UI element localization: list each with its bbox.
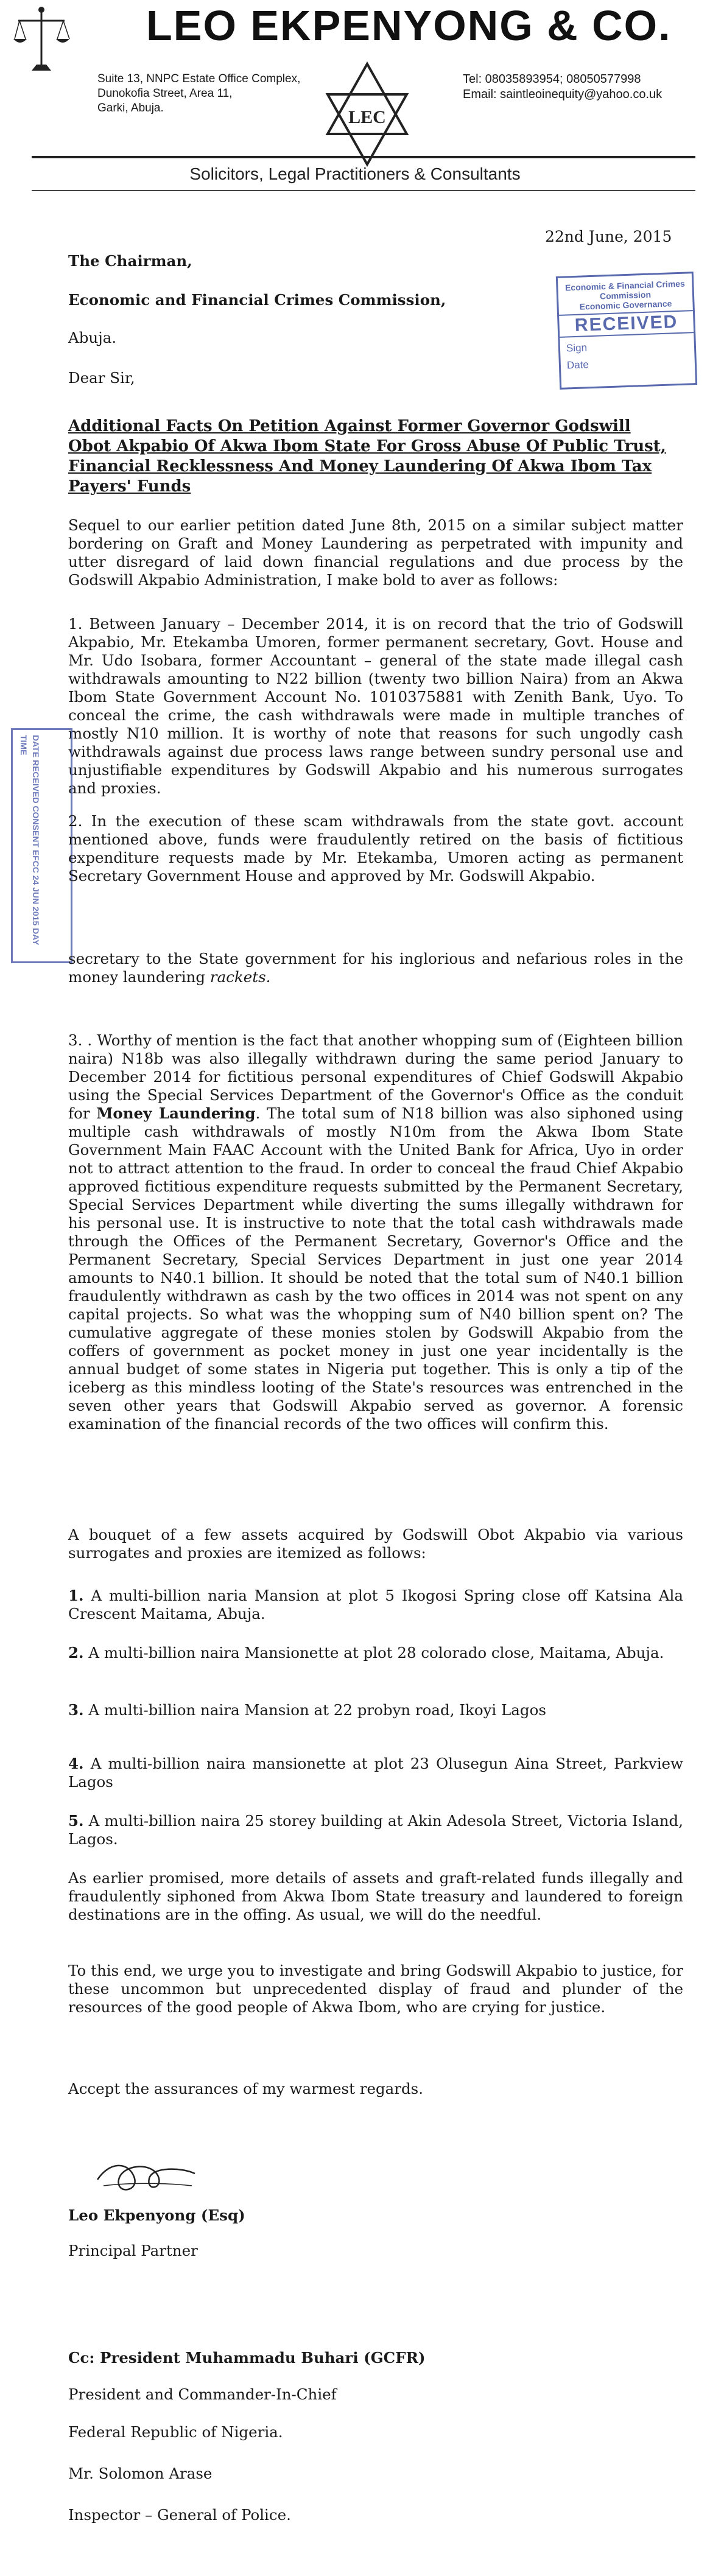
asset-num: 1. <box>68 1587 84 1604</box>
paragraph-3 <box>68 1031 683 1433</box>
promise-paragraph: As earlier promised, more details of assets and graft-related funds illegally and fraudulently siphoned from Akwa Ibom State treasury and laundered to foreign destinations are in the offing. As usual, we will do the needful. <box>68 1869 683 1923</box>
recipient-line: The Chairman, <box>68 252 192 270</box>
firm-name: LEO EKPENYONG & CO. <box>146 2 672 49</box>
recipient-line: Abuja. <box>68 329 117 346</box>
cc-line: President and Commander-In-Chief <box>68 2385 337 2403</box>
intro-paragraph: Sequel to our earlier petition dated June 8th, 2015 on a similar subject matter bordering on Graft and Money Laundering as perpetrated with impunity and utter disregard of laid down financial regulations and due process by the Godswill Akpabio Administration, I make bold to aver as follows: <box>68 516 683 589</box>
stamp-received-word: RECEIVED <box>559 310 694 338</box>
paragraph-1: 1. Between January – December 2014, it is on record that the trio of Godswill Akpabio, Mr. Etekamba Umoren, former permanent secretary, Govt. House and Mr. Udo Isobara, former Accountant – general of the state made illegal cash withdrawals amounting to N22 billion (twenty two billion Naira) from an Akwa Ibom State Government Account No. 1010375881 with Zenith Bank, Uyo. To conceal the crime, the cash withdrawals were made in multiple tranches of mostly N10 million. It is worthy of note that reasons for such ungodly cash withdrawals against due process laws range between sundry personal use and unjustifiable expenditures by Godswill Akpabio and his numerous surrogates and proxies. <box>68 615 683 797</box>
asset-num: 5. <box>68 1812 84 1830</box>
cc-line: Inspector – General of Police. <box>68 2506 291 2524</box>
asset-num: 3. <box>68 1701 84 1719</box>
stamp-date: Date <box>566 359 589 371</box>
stamp-dept: Economic Governance <box>579 298 672 312</box>
received-stamp <box>556 272 697 390</box>
asset-item <box>68 1755 683 1791</box>
address-line: Suite 13, NNPC Estate Office Complex, <box>97 72 301 85</box>
signature-icon <box>91 2149 201 2204</box>
firm-email: Email: saintleoinequity@yahoo.co.uk <box>463 88 663 101</box>
assets-intro: A bouquet of a few assets acquired by Godswill Obot Akpabio via various surrogates and proxies are itemized as follows: <box>68 1526 683 1562</box>
side-stamp-text: DATE RECEIVED CONSENT EFCC 24 JUN 2015 DAY TIME <box>19 735 41 946</box>
para2b-text: secretary to the State government for his inglorious and nefarious roles in the money laundering <box>68 950 683 986</box>
asset-item <box>68 1701 683 1719</box>
emblem-letters: LEC <box>348 107 386 127</box>
asset-text: A multi-billion naira Mansion at 22 probyn road, Ikoyi Lagos <box>88 1701 546 1719</box>
asset-item <box>68 1587 683 1623</box>
firm-contact <box>463 72 662 102</box>
stamp-org: Economic & Financial Crimes Commission <box>564 278 686 301</box>
side-received-stamp <box>11 728 72 963</box>
paragraph-2: 2. In the execution of these scam withdrawals from the state govt. account mentioned above, funds were fraudulently retired on the basis of fictitious expenditure requests made by Mr. Etekamba, Umoren acting as permanent Secretary Government House and approved by Mr. Godswill Akpabio. <box>68 812 683 885</box>
address-line: Dunokofia Street, Area 11, <box>97 87 233 100</box>
address-line: Garki, Abuja. <box>97 102 164 114</box>
asset-item <box>68 1812 683 1848</box>
closing: Accept the assurances of my warmest regards. <box>68 2080 424 2097</box>
urge-paragraph: To this end, we urge you to investigate and bring Godswill Akpabio to justice, for these uncommon but unprecedented display of fraud and plunder of the resources of the good people of Akwa Ibom, who are crying for justice. <box>68 1962 683 2016</box>
para2b-emphasis: rackets. <box>209 968 271 986</box>
asset-text: A multi-billion naria Mansion at plot 5 Ikogosi Spring close off Katsina Ala Crescent Maitama, Abuja. <box>68 1587 683 1623</box>
tagline-rule <box>32 190 695 191</box>
cc-line: Federal Republic of Nigeria. <box>68 2423 283 2441</box>
para3-bold: Money Laundering <box>96 1104 256 1122</box>
asset-num: 2. <box>68 1644 84 1662</box>
cc-line: Cc: President Muhammadu Buhari (GCFR) <box>68 2349 426 2367</box>
salutation: Dear Sir, <box>68 369 135 387</box>
cc-line: Mr. Solomon Arase <box>68 2465 213 2482</box>
firm-tagline: Solicitors, Legal Practitioners & Consultants <box>189 164 521 183</box>
para3-text-b: . The total sum of N18 billion was also siphoned using multiple cash withdrawals of mostly N10m from the Akwa Ibom State Government Main FAAC Account with the United Bank for Africa, Uyo in order not to attract attention to the fraud. In order to conceal the fraud Chief Akpabio approved fictitious expenditure requests submitted by the Permanent Secretary, Special Services Department while diverting the sums illegally withdrawn for his personal use. It is instructive to note that the total cash withdrawals made through the Offices of the Permanent Secretary, Governor's Office and the Permanent Secretary, Special Services Department in just one year 2014 amounts to N40.1 billion. It should be noted that the total sum of N40.1 billion fraudulently withdrawn as cash by the two offices in 2014 was not spent on any capital projects. So what was the whopping sum of N40 billion spent on? The cumulative aggregate of these monies stolen by Godswill Akpabio from the coffers of government as pocket money in just one year incidentally is the annual budget of some states in Nigeria put together. This is only a tip of the iceberg as this mindless looting of the State's resources was entrenched in the seven other years that Godswill Akpabio served as governor. A forensic examination of the financial records of the two offices will confirm this. <box>68 1104 683 1433</box>
letter-date: 22nd June, 2015 <box>545 228 672 245</box>
asset-text: A multi-billion naira mansionette at plot 23 Olusegun Aina Street, Parkview Lagos <box>68 1755 683 1791</box>
asset-item <box>68 1644 683 1662</box>
paragraph-2-continuation <box>68 950 683 986</box>
firm-address <box>97 72 300 116</box>
signatory-name: Leo Ekpenyong (Esq) <box>68 2206 245 2224</box>
star-emblem-icon <box>322 61 413 167</box>
asset-num: 4. <box>68 1755 84 1772</box>
recipient-line: Economic and Financial Crimes Commission, <box>68 291 446 309</box>
signatory-title: Principal Partner <box>68 2242 198 2259</box>
justice-scales-logo-icon <box>11 4 72 77</box>
para3-text-a: 3. . Worthy of mention is the fact that another whopping sum of (Eighteen billion naira) N18b was also illegally withdrawn during the same period January to December 2014 for fictitious personal expenditures of Chief Godswill Akpabio using the Special Services Department of the Governor's Office as the conduit for <box>68 1031 683 1122</box>
letter-subject: Additional Facts On Petition Against Former Governor Godswill Obot Akpabio Of Akwa Ibom State For Gross Abuse Of Public Trust, Financial Recklessness And Money Laundering Of Akwa Ibom Tax Payers' Funds <box>68 417 666 496</box>
letterhead-rule <box>32 156 695 158</box>
asset-text: A multi-billion naira Mansionette at plot 28 colorado close, Maitama, Abuja. <box>88 1644 664 1662</box>
stamp-sign: Sign <box>566 342 588 354</box>
asset-text: A multi-billion naira 25 storey building at Akin Adesola Street, Victoria Island, Lagos. <box>68 1812 683 1848</box>
firm-tel: Tel: 08035893954; 08050577998 <box>463 72 641 86</box>
